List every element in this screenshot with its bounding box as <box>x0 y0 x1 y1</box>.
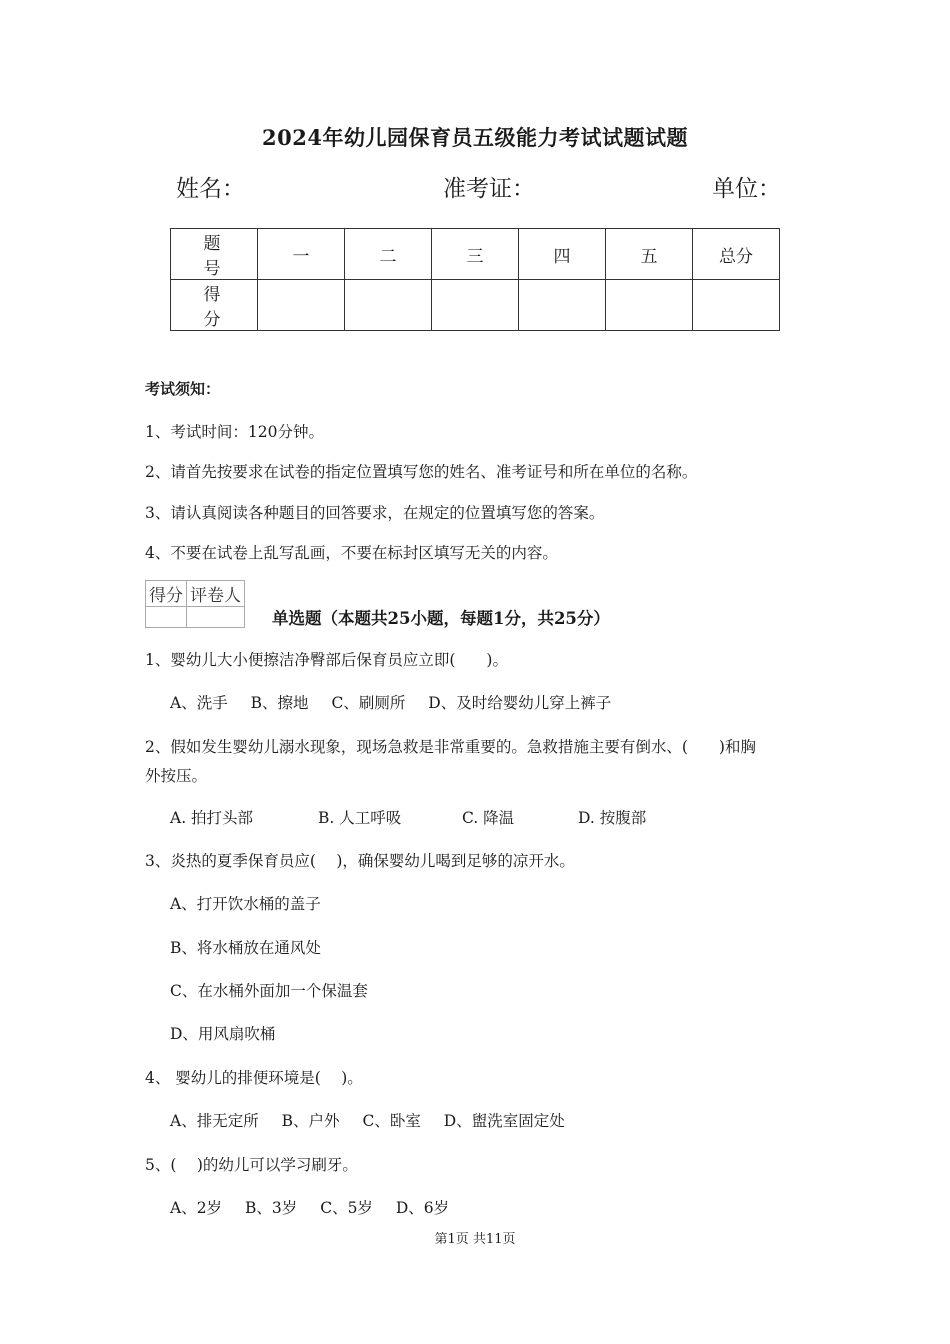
score-cell[interactable] <box>519 280 606 331</box>
question-4-text: 4、 婴幼儿的排便环境是( )。 <box>145 1069 363 1087</box>
notice-item: 3、请认真阅读各种题目的回答要求，在规定的位置填写您的答案。 <box>145 504 605 522</box>
score-table-header-cell: 二 <box>345 229 432 280</box>
score-table-header-cell: 三 <box>432 229 519 280</box>
option[interactable]: D、6岁 <box>395 1199 450 1217</box>
option[interactable]: D、盥洗室固定处 <box>443 1112 565 1130</box>
question-1-text: 1、婴幼儿大小便擦洁净臀部后保育员应立即( )。 <box>145 651 508 669</box>
grader-reviewer-label: 评卷人 <box>187 581 245 607</box>
notice-item: 2、请首先按要求在试卷的指定位置填写您的姓名、准考证号和所在单位的名称。 <box>145 463 698 481</box>
score-table-header-cell: 四 <box>519 229 606 280</box>
notice-item: 4、不要在试卷上乱写乱画，不要在标封区填写无关的内容。 <box>145 544 558 562</box>
option[interactable]: C、在水桶外面加一个保温套 <box>170 982 368 1000</box>
question-5-text: 5、( )的幼儿可以学习刷牙。 <box>145 1156 358 1174</box>
score-cell[interactable] <box>345 280 432 331</box>
score-table-header-label: 题 号 <box>171 229 258 280</box>
option[interactable]: C. 降温 <box>462 809 515 827</box>
score-table-header-cell: 一 <box>258 229 345 280</box>
question-5-options <box>170 1196 467 1218</box>
score-table-header-cell: 总分 <box>693 229 780 280</box>
question-1-options <box>170 691 629 713</box>
score-table-header-cell: 五 <box>606 229 693 280</box>
question-3-text: 3、炎热的夏季保育员应( )，确保婴幼儿喝到足够的凉开水。 <box>145 852 575 870</box>
score-table-score-row <box>171 280 780 331</box>
score-table-row-label: 得 分 <box>171 280 258 331</box>
option[interactable]: A、排无定所 <box>170 1112 259 1130</box>
option[interactable]: D. 按腹部 <box>578 809 647 827</box>
option[interactable]: D、用风扇吹桶 <box>170 1025 276 1043</box>
option[interactable]: A、2岁 <box>170 1199 223 1217</box>
score-table <box>170 228 780 331</box>
option[interactable]: A、打开饮水桶的盖子 <box>170 895 321 913</box>
question-2-text: 2、假如发生婴幼儿溺水现象，现场急救是非常重要的。急救措施主要有倒水、( )和胸 <box>145 738 756 756</box>
question-2-text-cont: 外按压。 <box>145 767 208 785</box>
notice-title: 考试须知： <box>145 380 221 398</box>
option[interactable]: A. 拍打头部 <box>170 809 254 827</box>
option[interactable]: C、刷厕所 <box>331 694 406 712</box>
section-title: 单选题（本题共25小题，每题1分，共25分） <box>272 609 610 628</box>
score-table-header-row <box>171 229 780 280</box>
option[interactable]: A、洗手 <box>170 694 228 712</box>
score-cell[interactable] <box>432 280 519 331</box>
question-4-options <box>170 1109 583 1131</box>
option[interactable]: B、3岁 <box>245 1199 298 1217</box>
score-cell[interactable] <box>693 280 780 331</box>
option[interactable]: B、户外 <box>281 1112 340 1130</box>
exam-id-field-label: 准考证： <box>443 176 535 202</box>
option[interactable]: C、卧室 <box>362 1112 421 1130</box>
score-cell[interactable] <box>606 280 693 331</box>
exam-title: 2024年幼儿园保育员五级能力考试试题试题 <box>262 125 688 150</box>
name-field-label: 姓名： <box>176 176 245 202</box>
unit-field-label: 单位： <box>712 176 781 202</box>
option[interactable]: B、擦地 <box>250 694 309 712</box>
grader-reviewer-cell[interactable] <box>187 607 245 628</box>
page-footer: 第1页 共11页 <box>434 1232 516 1247</box>
option[interactable]: B. 人工呼吸 <box>318 809 402 827</box>
grader-score-label: 得分 <box>146 581 187 607</box>
grader-box <box>145 580 245 628</box>
option[interactable]: B、将水桶放在通风处 <box>170 939 321 957</box>
score-cell[interactable] <box>258 280 345 331</box>
grader-score-cell[interactable] <box>146 607 187 628</box>
option[interactable]: D、及时给婴幼儿穿上裤子 <box>428 694 612 712</box>
option[interactable]: C、5岁 <box>320 1199 373 1217</box>
notice-item: 1、考试时间：120分钟。 <box>145 423 324 441</box>
